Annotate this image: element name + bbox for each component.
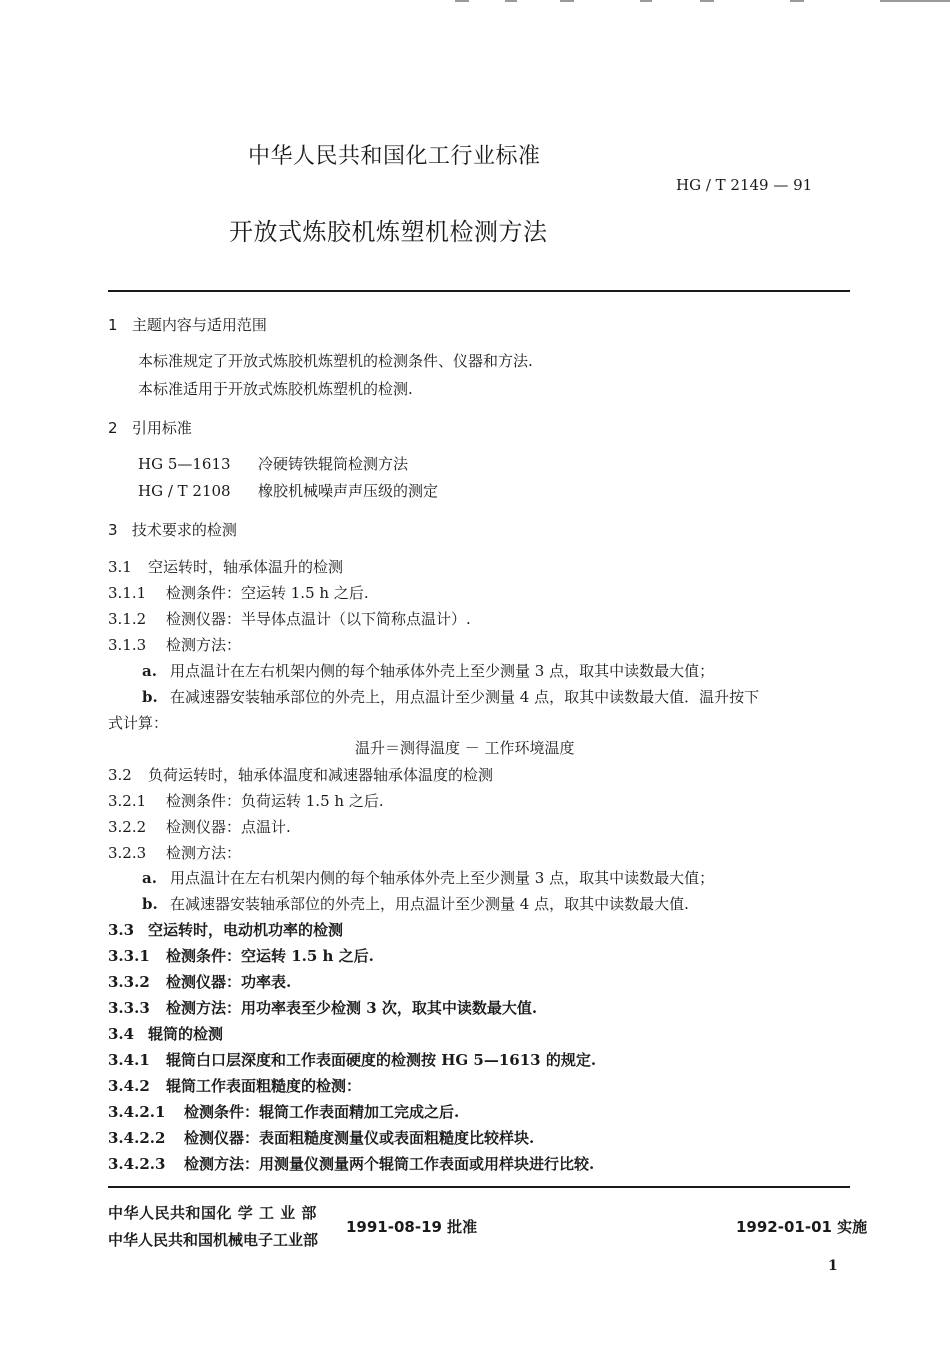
clause-heading [108, 556, 343, 577]
clause [108, 608, 471, 629]
clause-number: 3.3.1 [108, 947, 150, 965]
footer-divider [108, 1186, 850, 1188]
clause [108, 842, 241, 863]
list-text: 在减速器安装轴承部位的外壳上，用点温计至少测量 4 点，取其中读数最大值. [170, 895, 689, 913]
list-continuation: 式计算： [108, 714, 169, 732]
page-number: 1 [828, 1258, 838, 1274]
clause-title: 负荷运转时，轴承体温度和减速器轴承体温度的检测 [148, 766, 494, 784]
list-text: 在减速器安装轴承部位的外壳上，用点温计至少测量 4 点，取其中读数最大值．温升按下 [170, 688, 760, 706]
clause-number: 3.4.2.2 [108, 1129, 166, 1147]
section-title: 引用标准 [131, 419, 192, 437]
clause [108, 1127, 534, 1148]
clause-number: 3.2.3 [108, 844, 147, 862]
header-divider [108, 290, 850, 292]
paragraph: 本标准适用于开放式炼胶机炼塑机的检测. [138, 380, 413, 398]
clause-number: 3.2.2 [108, 818, 147, 836]
clause [108, 1101, 459, 1122]
clause [108, 1153, 594, 1174]
list-item [142, 660, 714, 681]
list-item [142, 867, 714, 888]
section-1-heading [108, 314, 267, 335]
clause-number: 3.4.2 [108, 1077, 150, 1095]
list-text: 用点温计在左右机架内侧的每个轴承体外壳上至少测量 3 点，取其中读数最大值； [170, 869, 715, 887]
clause [108, 945, 374, 966]
clause-title: 空运转时，轴承体温升的检测 [148, 558, 344, 576]
scan-artifact [455, 0, 469, 2]
clause-text: 检测仪器：功率表. [166, 973, 292, 991]
clause-number: 3.1.2 [108, 610, 147, 628]
list-text: 用点温计在左右机架内侧的每个轴承体外壳上至少测量 3 点，取其中读数最大值； [170, 662, 715, 680]
section-title: 技术要求的检测 [131, 521, 237, 539]
clause [108, 634, 241, 655]
clause-text: 辊筒工作表面粗糙度的检测： [166, 1077, 362, 1095]
list-label: a. [142, 662, 157, 680]
clause-text: 检测条件：辊筒工作表面精加工完成之后. [184, 1103, 460, 1121]
approval-date: 1991-08-19 批准 [346, 1218, 478, 1236]
scan-artifact [880, 0, 950, 2]
clause-number: 3.3.3 [108, 999, 150, 1017]
section-title: 主题内容与适用范围 [131, 316, 267, 334]
section-2-heading [108, 417, 192, 438]
clause-text: 检测条件：空运转 1.5 h 之后. [166, 947, 374, 965]
clause-text: 检测条件：空运转 1.5 h 之后. [166, 584, 369, 602]
reference-code: HG 5—1613 [138, 455, 231, 473]
clause [108, 816, 291, 837]
scan-artifact [640, 0, 652, 2]
clause-text: 检测方法：用测量仪测量两个辊筒工作表面或用样块进行比较. [184, 1155, 595, 1173]
clause [108, 971, 291, 992]
reference-item [138, 453, 408, 474]
document-title: 开放式炼胶机炼塑机检测方法 [229, 218, 548, 246]
clause [108, 997, 537, 1018]
clause-number: 3.4.2.3 [108, 1155, 166, 1173]
clause-text: 检测仪器：点温计. [166, 818, 291, 836]
clause-number: 3.1.1 [108, 584, 147, 602]
clause-number: 3.4.2.1 [108, 1103, 166, 1121]
section-number: 1 [108, 316, 118, 334]
clause-text: 检测方法： [166, 636, 242, 654]
list-label: b. [142, 895, 158, 913]
clause-title: 空运转时，电动机功率的检测 [148, 921, 344, 939]
reference-code: HG / T 2108 [138, 482, 231, 500]
formula: 温升＝测得温度 － 工作环境温度 [355, 739, 575, 757]
clause-text: 检测条件：负荷运转 1.5 h 之后. [166, 792, 384, 810]
clause-text: 辊筒白口层深度和工作表面硬度的检测按 HG 5—1613 的规定. [166, 1051, 597, 1069]
clause [108, 1049, 596, 1070]
clause-text: 检测仪器：半导体点温计（以下简称点温计）. [166, 610, 471, 628]
clause-number: 3.4.1 [108, 1051, 150, 1069]
implementation-date: 1992-01-01 实施 [736, 1218, 868, 1236]
clause-number: 3.4 [108, 1025, 135, 1043]
clause-number: 3.1.3 [108, 636, 147, 654]
reference-title: 橡胶机械噪声声压级的测定 [258, 482, 439, 500]
standard-number: HG / T 2149 — 91 [676, 176, 813, 194]
clause-heading [108, 1023, 223, 1044]
clause-number: 3.1 [108, 558, 132, 576]
clause-text: 检测方法： [166, 844, 242, 862]
reference-item [138, 480, 438, 501]
list-item [142, 686, 759, 707]
clause [108, 1075, 361, 1096]
section-number: 3 [108, 521, 118, 539]
list-label: a. [142, 869, 157, 887]
reference-title: 冷硬铸铁辊筒检测方法 [258, 455, 409, 473]
clause-title: 辊筒的检测 [148, 1025, 224, 1043]
clause-number: 3.3 [108, 921, 135, 939]
section-number: 2 [108, 419, 118, 437]
org-title: 中华人民共和国化工行业标准 [248, 144, 541, 169]
paragraph: 本标准规定了开放式炼胶机炼塑机的检测条件、仪器和方法. [138, 352, 533, 370]
list-label: b. [142, 688, 158, 706]
scan-artifact [505, 0, 517, 2]
clause-text: 检测方法：用功率表至少检测 3 次，取其中读数最大值. [166, 999, 538, 1017]
section-3-heading [108, 519, 237, 540]
clause-heading [108, 919, 343, 940]
clause-heading [108, 764, 493, 785]
clause-number: 3.2.1 [108, 792, 147, 810]
clause [108, 582, 369, 603]
clause-number: 3.3.2 [108, 973, 150, 991]
issuer-machinery: 中华人民共和国机械电子工业部 [108, 1231, 319, 1249]
scan-artifact [560, 0, 574, 2]
clause-number: 3.2 [108, 766, 132, 784]
scan-artifact [700, 0, 714, 2]
issuer-chemical: 中华人民共和国化 学 工 业 部 [108, 1204, 317, 1222]
clause-text: 检测仪器：表面粗糙度测量仪或表面粗糙度比较样块. [184, 1129, 535, 1147]
scan-artifact [790, 0, 804, 2]
list-item [142, 893, 689, 914]
clause [108, 790, 384, 811]
